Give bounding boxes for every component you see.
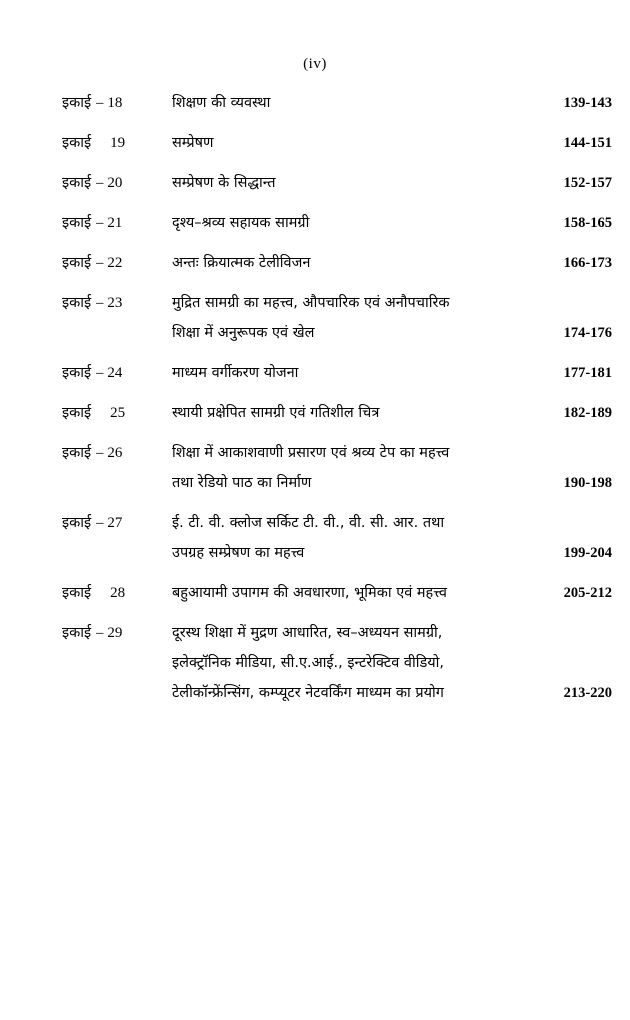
title-line: स्थायी प्रक्षेपित सामग्री एवं गतिशील चित्र [172,405,380,421]
toc-page-range [532,128,612,158]
toc-page-range [532,618,612,708]
title-line: बहुआयामी उपागम की अवधारणा, भूमिका एवं महत्त्व [172,585,447,601]
unit-number: 26 [107,445,123,461]
title-line: उपग्रह सम्प्रेषण का महत्त्व [172,545,305,561]
unit-number: 24 [107,365,123,381]
page-range-line: 152-157 [563,175,612,191]
toc-unit-label [62,508,172,538]
toc-page-range [532,508,612,568]
page-range-line: 166-173 [563,255,612,271]
toc-entry-title [172,508,532,568]
toc-unit-label [62,618,172,648]
unit-separator [91,585,110,601]
toc-row [0,128,630,158]
unit-word: इकाई [62,175,92,191]
toc-row [0,288,630,348]
unit-separator [91,405,110,421]
toc-entry-title [172,438,532,498]
unit-separator: – [96,365,104,381]
toc-entry-title [172,288,532,348]
unit-number: 29 [107,625,123,641]
title-line: टेलीकॉन्फ्रेंन्सिंग, कम्प्यूटर नेटवर्किंग माध्यम का प्रयोग [172,685,444,701]
unit-word: इकाई [62,365,92,381]
toc-page-range [532,168,612,198]
toc-unit-label [62,208,172,238]
unit-separator: – [96,445,104,461]
unit-word: इकाई [62,625,92,641]
unit-number: 20 [107,175,123,191]
toc-page-range [532,208,612,238]
toc-page-range [532,248,612,278]
unit-word: इकाई [62,515,92,531]
toc-unit-label [62,398,172,428]
toc-page-range [532,578,612,608]
unit-separator: – [96,625,104,641]
title-line: तथा रेडियो पाठ का निर्माण [172,475,312,491]
toc-unit-label [62,248,172,278]
unit-separator: – [96,175,104,191]
page-range-line: 199-204 [563,545,612,561]
unit-separator: – [96,95,104,111]
toc-entry-title [172,358,532,388]
unit-word: इकाई [62,295,92,311]
unit-number: 21 [107,215,123,231]
unit-separator [91,135,110,151]
page-range-line: 190-198 [563,475,612,491]
page-folio: (iv) [303,56,327,72]
unit-separator: – [96,515,104,531]
toc-row [0,618,630,708]
toc-row [0,88,630,118]
unit-number: 28 [110,585,126,601]
toc-entry-title [172,88,532,118]
title-line: शिक्षा में आकाशवाणी प्रसारण एवं श्रव्य टेप का महत्त्व [172,445,450,461]
title-line: शिक्षण की व्यवस्था [172,95,271,111]
toc-entry-title [172,128,532,158]
unit-word: इकाई [62,585,92,601]
toc-page-range [532,398,612,428]
unit-word: इकाई [62,255,92,271]
toc-entry-title [172,398,532,428]
unit-separator: – [96,295,104,311]
toc-row [0,248,630,278]
page-range-line: 182-189 [563,405,612,421]
unit-number: 23 [107,295,123,311]
page-range-line: 205-212 [563,585,612,601]
unit-number: 25 [110,405,126,421]
toc-row [0,438,630,498]
title-line: माध्यम वर्गीकरण योजना [172,365,299,381]
unit-word: इकाई [62,405,92,421]
toc-entry-title [172,168,532,198]
title-line: ई. टी. वी. क्लोज सर्किट टी. वी., वी. सी. आर. तथा [172,515,445,531]
page-range-line: 158-165 [563,215,612,231]
page-range-line: 139-143 [563,95,612,111]
toc-page-range [532,88,612,118]
unit-number: 19 [110,135,126,151]
title-line: सम्प्रेषण के सिद्धान्त [172,175,276,191]
unit-separator: – [96,215,104,231]
unit-word: इकाई [62,135,92,151]
toc-entry-title [172,578,532,608]
toc-unit-label [62,578,172,608]
page-range-line: 174-176 [563,325,612,341]
title-line: मुद्रित सामग्री का महत्त्व, औपचारिक एवं अनौपचारिक [172,295,450,311]
toc-entry-title [172,618,532,708]
page-range-line: 213-220 [563,685,612,701]
page-range-line: 177-181 [563,365,612,381]
unit-number: 22 [107,255,123,271]
toc-row [0,358,630,388]
toc-unit-label [62,358,172,388]
title-line: अन्तः क्रियात्मक टेलीविजन [172,255,311,271]
toc-entry-title [172,208,532,238]
toc-page-range [532,438,612,498]
title-line: दूरस्थ शिक्षा में मुद्रण आधारित, स्व–अध्ययन सामग्री, [172,625,443,641]
toc-page-range [532,358,612,388]
title-line: इलेक्ट्रॉनिक मीडिया, सी.ए.आई., इन्टरेक्टिव वीडियो, [172,655,444,671]
toc-entry-title [172,248,532,278]
toc-row [0,168,630,198]
toc-unit-label [62,288,172,318]
toc-row [0,398,630,428]
toc-page-range [532,288,612,348]
toc-unit-label [62,128,172,158]
title-line: शिक्षा में अनुरूपक एवं खेल [172,325,315,341]
toc-unit-label [62,438,172,468]
unit-number: 27 [107,515,123,531]
table-of-contents [0,88,630,718]
unit-word: इकाई [62,95,92,111]
toc-unit-label [62,168,172,198]
title-line: सम्प्रेषण [172,135,214,151]
unit-word: इकाई [62,215,92,231]
toc-row [0,508,630,568]
toc-row [0,578,630,608]
unit-word: इकाई [62,445,92,461]
title-line: दृश्य–श्रव्य सहायक सामग्री [172,215,310,231]
toc-row [0,208,630,238]
unit-number: 18 [107,95,123,111]
unit-separator: – [96,255,104,271]
page-range-line: 144-151 [563,135,612,151]
toc-unit-label [62,88,172,118]
